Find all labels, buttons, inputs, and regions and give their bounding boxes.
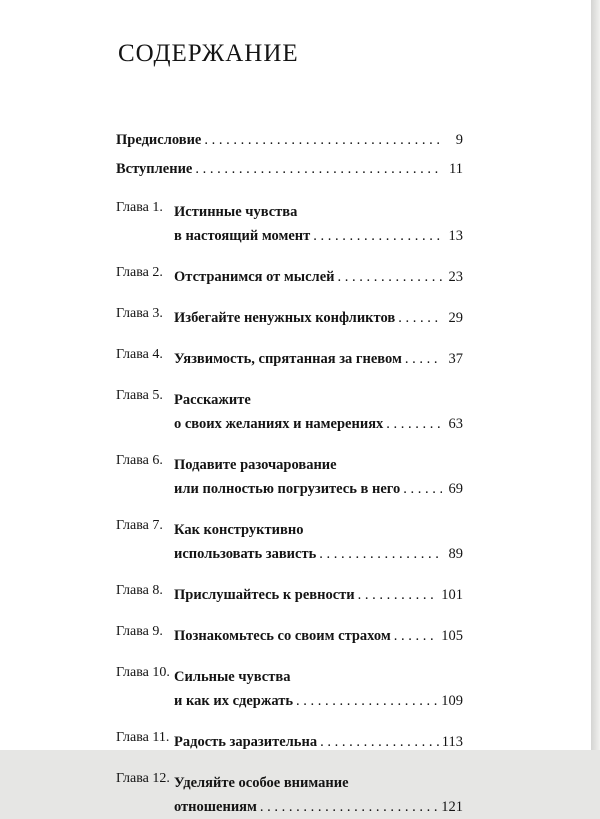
entry-title	[174, 730, 463, 754]
toc-entry	[116, 665, 463, 713]
toc-entry	[116, 518, 463, 566]
table-of-contents	[116, 128, 463, 819]
toc-entry	[116, 128, 463, 152]
toc-entry	[116, 730, 463, 754]
entry-title-line: Избегайте ненужных конфликтов	[174, 310, 396, 326]
entry-title-line: Как конструктивно	[174, 522, 304, 538]
entry-title-line: Радость заразительна	[174, 734, 318, 750]
page-number: 69	[448, 481, 463, 497]
entry-title-line: Уделяйте особое внимание	[174, 775, 349, 791]
chapter-number: Глава 12.	[116, 771, 170, 786]
entry-title	[174, 771, 463, 819]
entry-title-line: Расскажите	[174, 392, 251, 408]
page-number: 109	[441, 693, 463, 709]
chapter-number: Глава 9.	[116, 624, 163, 639]
chapter-number: Глава 2.	[116, 265, 163, 280]
entry-title-line: использовать зависть	[174, 546, 317, 562]
chapter-number: Глава 11.	[116, 730, 170, 745]
chapter-number: Глава 1.	[116, 200, 163, 215]
entry-title	[174, 347, 463, 371]
toc-entry	[116, 388, 463, 436]
dot-leader	[204, 128, 442, 152]
toc-entry	[116, 200, 463, 248]
chapter-number: Глава 8.	[116, 583, 163, 598]
chapter-number: Глава 4.	[116, 347, 163, 362]
page-number: 101	[441, 587, 463, 603]
toc-entry	[116, 306, 463, 330]
entry-title-line: о своих желаниях и намерениях	[174, 416, 384, 432]
dot-leader	[337, 265, 442, 289]
dot-leader	[394, 624, 439, 648]
dot-leader	[358, 583, 439, 607]
dot-leader	[386, 412, 442, 436]
entry-title	[174, 665, 463, 713]
entry-title	[174, 388, 463, 436]
dot-leader	[296, 689, 438, 713]
chapter-number: Глава 6.	[116, 453, 163, 468]
entry-title-line: или полностью погрузитесь в него	[174, 481, 401, 497]
toc-entry	[116, 583, 463, 607]
page-number: 63	[448, 416, 463, 432]
toc-entry	[116, 624, 463, 648]
entry-title-line: и как их сдержать	[174, 693, 294, 709]
page-number: 89	[448, 546, 463, 562]
chapter-number: Глава 3.	[116, 306, 163, 321]
page-number: 105	[441, 628, 463, 644]
entry-title	[174, 306, 463, 330]
dot-leader	[313, 224, 442, 248]
page-title: СОДЕРЖАНИЕ	[118, 40, 299, 67]
toc-entry	[116, 157, 463, 181]
entry-title	[174, 453, 463, 501]
entry-title-line: Сильные чувства	[174, 669, 291, 685]
entry-title-line: Истинные чувства	[174, 204, 298, 220]
chapter-number: Глава 7.	[116, 518, 163, 533]
toc-entry	[116, 453, 463, 501]
page-number: 23	[448, 269, 463, 285]
entry-title-line: отношениям	[174, 799, 257, 815]
page-number: 11	[449, 161, 463, 177]
toc-entry	[116, 265, 463, 289]
toc-entry	[116, 771, 463, 819]
entry-title	[174, 200, 463, 248]
toc-entry	[116, 347, 463, 371]
dot-leader	[319, 542, 442, 566]
page-number: 121	[441, 799, 463, 815]
page-number: 37	[448, 351, 463, 367]
entry-title-line: Прислушайтесь к ревности	[174, 587, 355, 603]
page-number: 9	[455, 132, 463, 148]
entry-title	[174, 583, 463, 607]
entry-title-line: Вступление	[116, 161, 193, 177]
entry-title	[116, 128, 463, 152]
entry-title	[174, 624, 463, 648]
chapter-number: Глава 10.	[116, 665, 170, 680]
page-number: 13	[448, 228, 463, 244]
dot-leader	[405, 347, 442, 371]
entry-title	[174, 518, 463, 566]
entry-title-line: Отстранимся от мыслей	[174, 269, 335, 285]
entry-title-line: Уязвимость, спрятанная за гневом	[174, 351, 402, 367]
entry-title	[174, 265, 463, 289]
page-number: 113	[441, 734, 463, 750]
page-number: 29	[448, 310, 463, 326]
dot-leader	[320, 730, 439, 754]
entry-title-line: Предисловие	[116, 132, 202, 148]
entry-title-line: Познакомьтесь со своим страхом	[174, 628, 391, 644]
dot-leader	[260, 795, 438, 819]
entry-title	[116, 157, 463, 181]
chapter-number: Глава 5.	[116, 388, 163, 403]
entry-title-line: Подавите разочарование	[174, 457, 337, 473]
entry-title-line: в настоящий момент	[174, 228, 311, 244]
dot-leader	[398, 306, 442, 330]
dot-leader	[195, 157, 442, 181]
dot-leader	[403, 477, 442, 501]
